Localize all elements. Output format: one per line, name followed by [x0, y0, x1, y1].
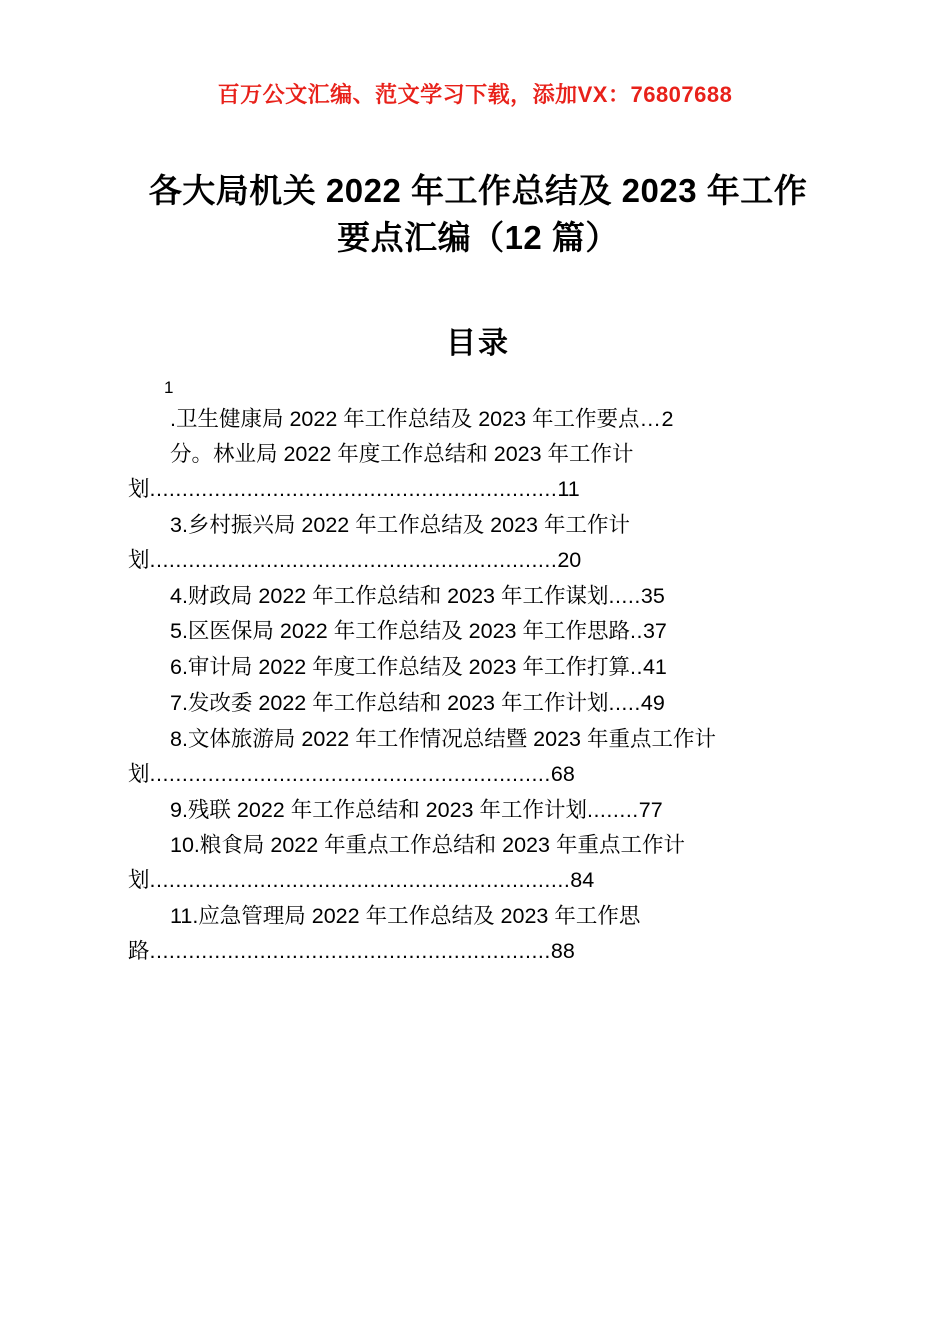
toc-entry-4[interactable] [128, 579, 818, 614]
toc-entry-11-page: 88 [550, 938, 575, 963]
toc-entry-5[interactable] [128, 614, 818, 649]
toc-entry-9[interactable] [128, 793, 818, 828]
toc-entry-5-label: 5.区医保局 2022 年工作总结及 2023 年工作思路 [170, 619, 630, 644]
toc-entry-7-label: 7.发改委 2022 年工作总结和 2023 年工作计划 [170, 691, 609, 716]
toc-orphan-number: 1 [164, 378, 174, 397]
toc-entry-4-leader: ..... [608, 583, 641, 608]
toc-entry-8-label: 8.文体旅游局 2022 年工作情况总结暨 2023 年重点工 [170, 726, 673, 751]
toc-entry-3-leader: ............................................................... [149, 547, 558, 572]
toc-entry-11-leader: .............................................................. [149, 938, 551, 963]
toc-entry-11-label: 11.应急管理局 2022 年工作总结及 2023 年工作思路 [128, 904, 641, 963]
toc-entry-2[interactable] [128, 437, 818, 507]
toc-entry-10-label: 10.粮食局 2022 年重点工作总结和 2023 年重点工作 [170, 833, 664, 858]
toc-entry-7-page: 49 [640, 691, 665, 716]
toc-entry-3[interactable] [128, 508, 818, 578]
toc-entry-6[interactable] [128, 650, 818, 685]
page-title [128, 168, 828, 262]
toc-entry-4-label: 4.财政局 2022 年工作总结和 2023 年工作谋划 [170, 583, 609, 608]
toc-entry-11[interactable] [128, 899, 818, 969]
toc-entry-10-page: 84 [570, 868, 595, 893]
toc-entry-6-label: 6.审计局 2022 年度工作总结及 2023 年工作打算 [170, 655, 630, 680]
toc-entry-9-label: 9.残联 2022 年工作总结和 2023 年工作计划 [170, 797, 587, 822]
toc-entry-1-page: 2 [661, 406, 674, 431]
toc-entry-8-leader: .............................................................. [149, 761, 551, 786]
toc-entry-10-leader: ................................................................. [149, 868, 571, 893]
toc-entry-1-label: .卫生健康局 2022 年工作总结及 2023 年工作要点 [170, 406, 640, 431]
toc-entry-6-leader: .. [629, 655, 643, 680]
toc-entry-5-page: 37 [642, 619, 667, 644]
table-of-contents [128, 375, 818, 970]
toc-entry-6-page: 41 [642, 655, 667, 680]
toc-entry-9-leader: ........ [586, 797, 639, 822]
toc-entry-10-label-cont: 计划 [128, 833, 685, 893]
toc-entry-3-page: 20 [557, 547, 582, 572]
toc-entry-8-label-cont: 作计划 [128, 726, 716, 786]
toc-entry-8[interactable] [128, 722, 818, 792]
toc-entry-2-page: 11 [557, 477, 580, 502]
toc-entry-5-leader: .. [629, 619, 643, 644]
toc-entry-7-leader: ..... [608, 691, 641, 716]
toc-entry-2-leader: ............................................................... [149, 477, 558, 502]
toc-heading: 目录 [446, 327, 510, 360]
toc-entry-7[interactable] [128, 686, 818, 721]
toc-entry-9-page: 77 [638, 797, 663, 822]
page-title-line-2: 要点汇编（12 篇） [337, 218, 619, 256]
toc-entry-1-leader: … [639, 406, 662, 431]
toc-entry-10[interactable] [128, 828, 818, 898]
promo-banner: 百万公文汇编、范文学习下载，添加VX：76807688 [217, 82, 733, 107]
toc-entry-2-label: 分。林业局 2022 年度工作总结和 2023 年工作计划 [128, 442, 634, 502]
toc-entry-8-page: 68 [550, 761, 575, 786]
page-title-line-1: 各大局机关 2022 年工作总结及 2023 年工作 [148, 172, 808, 209]
toc-entry-4-page: 35 [640, 583, 665, 608]
toc-entry-1[interactable] [128, 402, 818, 437]
toc-entry-3-label: 3.乡村振兴局 2022 年工作总结及 2023 年工作计划 [128, 512, 630, 572]
